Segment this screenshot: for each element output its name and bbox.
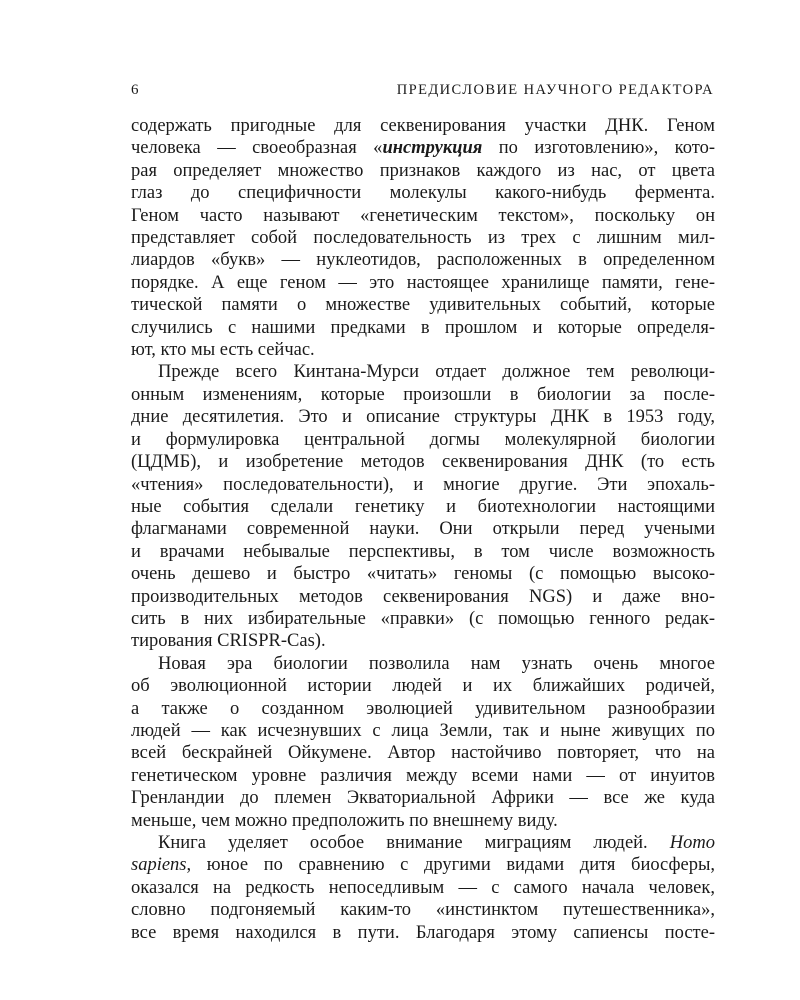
text-run: генетическом уровне различия между всеми нами — от инуитов <box>131 765 715 786</box>
text-run: Гренландии до племен Экваториальной Африки — все же куда <box>131 788 715 809</box>
text-run: меньше, чем можно предположить по внешнему виду. <box>131 810 558 831</box>
text-run: глаз до специфичности молекулы какого-нибудь фермента. <box>131 183 715 204</box>
text-run: Геном часто называют «генетическим текстом», поскольку он <box>131 205 715 226</box>
text-run: человека — своеобразная « <box>131 138 383 159</box>
text-run: тирования CRISPR-Cas). <box>131 631 326 652</box>
text-line <box>131 272 715 294</box>
text-line <box>131 675 715 697</box>
text-line <box>131 541 715 563</box>
text-line <box>131 653 715 675</box>
body-text <box>131 115 715 944</box>
text-line <box>131 787 715 809</box>
text-line <box>131 205 715 227</box>
text-line <box>131 922 715 944</box>
text-run: порядке. А еще геном — это настоящее хранилище памяти, гене- <box>131 272 715 293</box>
text-run: об эволюционной истории людей и их ближайших родичей, <box>131 676 715 697</box>
text-run: людей — как исчезнувших с лица Земли, так и ныне живущих по <box>131 720 715 741</box>
text-run: дние десятилетия. Это и описание структуры ДНК в 1953 году, <box>131 407 715 428</box>
text-line <box>131 698 715 720</box>
text-run: и формулировка центральной догмы молекулярной биологии <box>131 429 715 450</box>
text-line <box>131 496 715 518</box>
text-line <box>131 742 715 764</box>
text-run: ют, кто мы есть сейчас. <box>131 340 315 361</box>
text-run: Новая эра биологии позволила нам узнать очень многое <box>158 653 715 674</box>
text-line <box>131 451 715 473</box>
running-head: ПРЕДИСЛОВИЕ НАУЧНОГО РЕДАКТОРА <box>396 82 714 98</box>
text-line <box>131 137 715 159</box>
paragraph <box>131 832 715 944</box>
text-run: а также о созданном эволюцией удивительном разнообразии <box>131 698 715 719</box>
text-run: , юное по сравнению с другими видами дитя биосферы, <box>186 855 715 876</box>
text-run: лиардов «букв» — нуклеотидов, расположенных в определенном <box>131 250 715 271</box>
text-line <box>131 317 715 339</box>
paragraph <box>131 361 715 652</box>
text-line <box>131 586 715 608</box>
text-line <box>131 899 715 921</box>
text-run: рая определяет множество признаков каждого из нас, от цвета <box>131 160 715 181</box>
text-run: производительных методов секвенирования NGS) и даже вно- <box>131 586 715 607</box>
text-line <box>131 182 715 204</box>
text-line <box>131 877 715 899</box>
text-line <box>131 227 715 249</box>
text-line <box>131 630 715 652</box>
text-line <box>131 361 715 383</box>
text-run: содержать пригодные для секвенирования участки ДНК. Геном <box>131 116 715 136</box>
text-line <box>131 429 715 451</box>
text-line <box>131 115 715 137</box>
page-number: 6 <box>131 82 139 98</box>
text-line <box>131 720 715 742</box>
text-line <box>131 563 715 585</box>
text-line <box>131 294 715 316</box>
text-run: всей бескрайней Ойкумене. Автор настойчиво повторяет, что на <box>131 743 715 764</box>
text-run: Прежде всего Кинтана-Мурси отдает должное тем революци- <box>158 362 715 383</box>
text-line <box>131 854 715 876</box>
text-line <box>131 518 715 540</box>
text-run: представляет собой последовательность из трех с лишним мил- <box>131 228 715 249</box>
emphasis-run: Homo <box>669 833 715 853</box>
text-line <box>131 384 715 406</box>
text-run: все время находился в пути. Благодаря этому сапиенсы посте- <box>131 922 715 943</box>
paragraph <box>131 653 715 832</box>
text-line <box>131 832 715 854</box>
text-run: Книга уделяет особое внимание миграциям людей. <box>158 833 670 853</box>
text-run: словно подгоняемый каким-то «инстинктом путешественника», <box>131 900 715 921</box>
text-line <box>131 339 715 361</box>
text-run: по изготовлению», кото- <box>482 138 715 159</box>
text-line <box>131 810 715 832</box>
text-line <box>131 765 715 787</box>
text-line <box>131 474 715 496</box>
text-run: (ЦДМБ), и изобретение методов секвенирования ДНК (то есть <box>131 452 715 473</box>
text-run: ные события сделали генетику и биотехнологии настоящими <box>131 496 715 517</box>
text-run: тической памяти о множестве удивительных событий, которые <box>131 295 715 316</box>
text-line <box>131 249 715 271</box>
text-run: и врачами небывалые перспективы, в том числе возможность <box>131 541 715 562</box>
text-run: сить в них избирательные «правки» (с помощью генного редак- <box>131 608 715 629</box>
text-run: оказался на редкость непоседливым — с самого начала человек, <box>131 877 715 898</box>
text-run: очень дешево и быстро «читать» геномы (с помощью высоко- <box>131 564 715 585</box>
text-run: онным изменениям, которые произошли в биологии за после- <box>131 384 715 405</box>
text-run: флагманами современной науки. Они открыли перед учеными <box>131 519 715 540</box>
emphasis-run: инструкция <box>382 138 483 159</box>
text-line <box>131 406 715 428</box>
text-run: «чтения» последовательности), и многие другие. Эти эпохаль- <box>131 474 715 495</box>
text-run: случились с нашими предками в прошлом и которые определя- <box>131 317 715 338</box>
text-line <box>131 160 715 182</box>
paragraph <box>131 115 715 361</box>
text-line <box>131 608 715 630</box>
emphasis-run: sapiens <box>131 855 187 876</box>
